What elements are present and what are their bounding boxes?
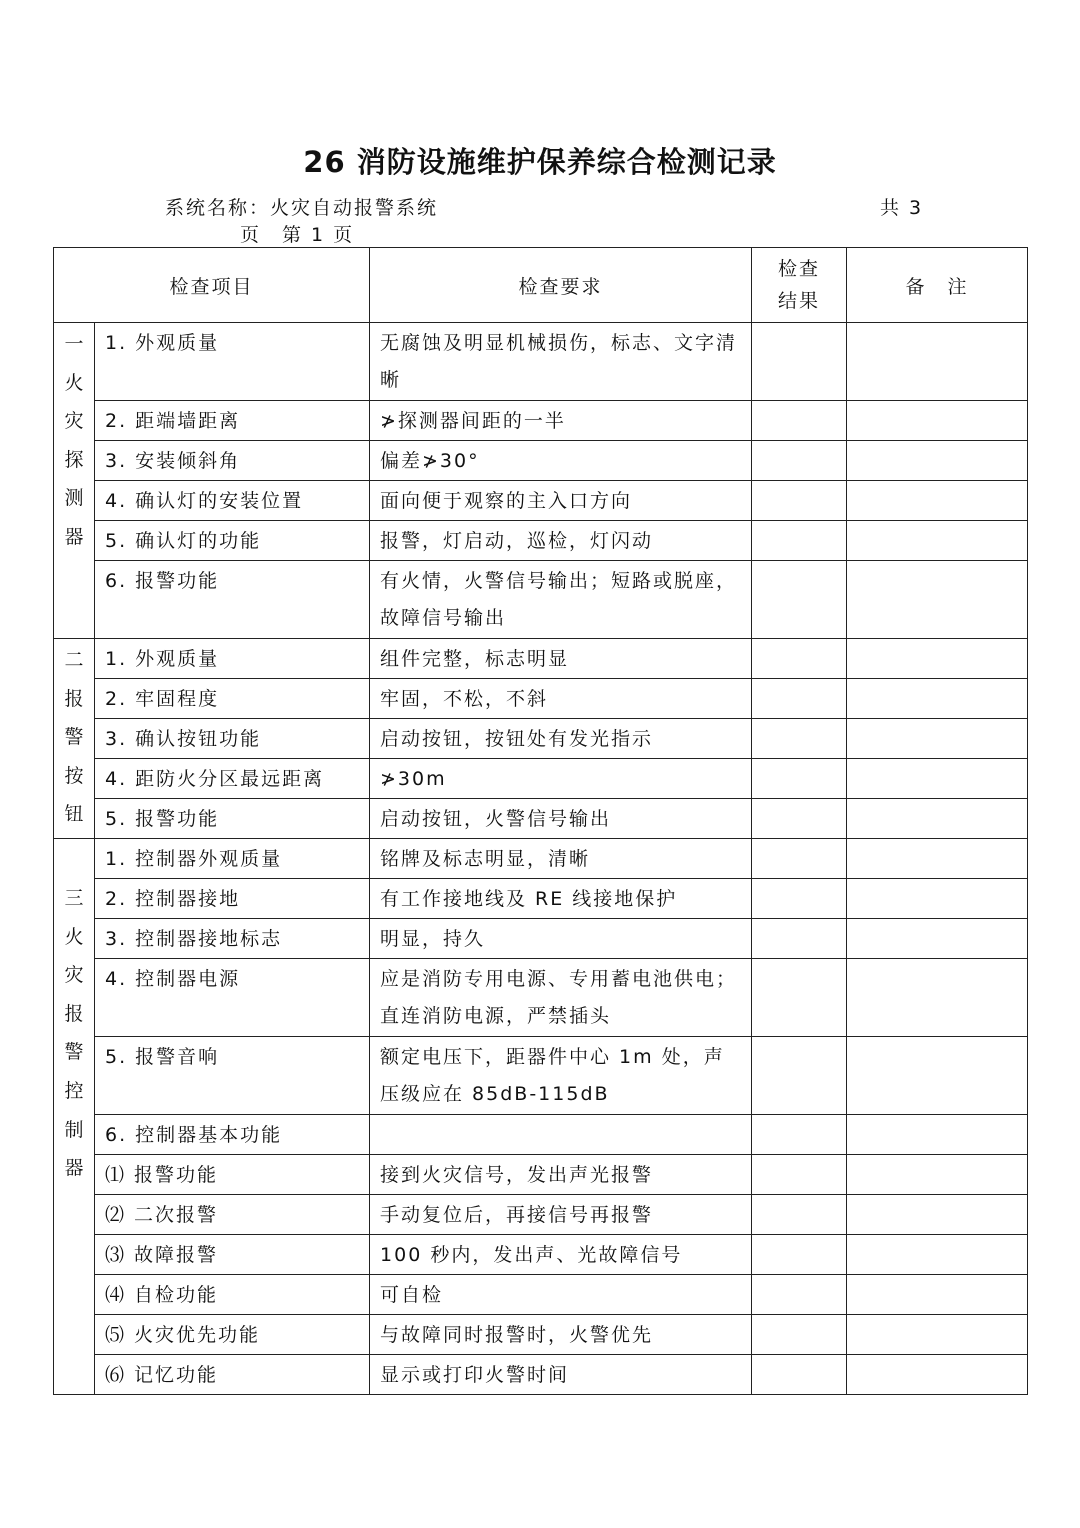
col-header-remark: 备 注	[847, 248, 1028, 323]
item-cell: ⑷ 自检功能	[95, 1275, 370, 1315]
table-row	[54, 1275, 1028, 1315]
group-label-detector	[54, 323, 95, 639]
inspection-table	[53, 247, 1028, 1395]
result-cell[interactable]	[752, 919, 847, 959]
group-char: 二	[64, 649, 84, 671]
group-char: 制	[64, 1118, 84, 1141]
item-cell: ⑹ 记忆功能	[95, 1355, 370, 1395]
requirement-cell: 接到火灾信号，发出声光报警	[370, 1155, 752, 1195]
table-row	[54, 1235, 1028, 1275]
table-row	[54, 639, 1028, 679]
requirement-cell: 启动按钮，按钮处有发光指示	[370, 719, 752, 759]
group-char: 警	[64, 1041, 84, 1064]
group-char: 报	[64, 1002, 84, 1025]
remark-cell[interactable]	[847, 879, 1028, 919]
item-cell: 1. 控制器外观质量	[95, 839, 370, 879]
table-row	[54, 879, 1028, 919]
remark-cell[interactable]	[847, 401, 1028, 441]
item-cell: 4. 确认灯的安装位置	[95, 481, 370, 521]
group-char: 钮	[64, 803, 84, 826]
requirement-cell: 铭牌及标志明显，清晰	[370, 839, 752, 879]
result-cell[interactable]	[752, 679, 847, 719]
remark-cell[interactable]	[847, 1195, 1028, 1235]
group-char: 灾	[64, 410, 84, 433]
col-header-item: 检查项目	[54, 248, 370, 323]
col-header-result-line1: 检查	[778, 258, 821, 280]
group-label-controller	[54, 839, 95, 1395]
remark-cell[interactable]	[847, 441, 1028, 481]
remark-cell[interactable]	[847, 1275, 1028, 1315]
group-char: 火	[64, 371, 84, 394]
result-cell[interactable]	[752, 1275, 847, 1315]
requirement-cell: 有火情，火警信号输出；短路或脱座，故障信号输出	[370, 561, 752, 639]
document-title: 26 消防设施维护保养综合检测记录	[303, 145, 777, 179]
item-cell: 2. 距端墙距离	[95, 401, 370, 441]
requirement-cell: 面向便于观察的主入口方向	[370, 481, 752, 521]
table-row	[54, 1037, 1028, 1115]
item-cell: 3. 控制器接地标志	[95, 919, 370, 959]
group-char: 报	[64, 687, 84, 710]
result-cell[interactable]	[752, 799, 847, 839]
requirement-cell: 100 秒内，发出声、光故障信号	[370, 1235, 752, 1275]
result-cell[interactable]	[752, 323, 847, 401]
table-row	[54, 839, 1028, 879]
table-row	[54, 1195, 1028, 1235]
group-char: 测	[64, 487, 84, 510]
group-char: 探	[64, 448, 84, 471]
remark-cell[interactable]	[847, 759, 1028, 799]
result-cell[interactable]	[752, 639, 847, 679]
total-pages: 共 3	[880, 197, 924, 219]
system-name: 系统名称：火灾自动报警系统	[165, 197, 439, 219]
table-row	[54, 441, 1028, 481]
requirement-cell: 应是消防专用电源、专用蓄电池供电；直连消防电源，严禁插头	[370, 959, 752, 1037]
result-cell[interactable]	[752, 879, 847, 919]
remark-cell[interactable]	[847, 521, 1028, 561]
requirement-cell: 显示或打印火警时间	[370, 1355, 752, 1395]
result-cell[interactable]	[752, 1115, 847, 1155]
group-label-alarm-button	[54, 639, 95, 839]
item-cell: 3. 确认按钮功能	[95, 719, 370, 759]
table-row	[54, 561, 1028, 639]
remark-cell[interactable]	[847, 959, 1028, 1037]
remark-cell[interactable]	[847, 323, 1028, 401]
result-cell[interactable]	[752, 521, 847, 561]
remark-cell[interactable]	[847, 1037, 1028, 1115]
col-header-result	[752, 248, 847, 323]
result-cell[interactable]	[752, 1037, 847, 1115]
remark-cell[interactable]	[847, 799, 1028, 839]
item-cell: 5. 报警音响	[95, 1037, 370, 1115]
remark-cell[interactable]	[847, 1115, 1028, 1155]
table-row	[54, 1355, 1028, 1395]
item-cell: 5. 确认灯的功能	[95, 521, 370, 561]
result-cell[interactable]	[752, 839, 847, 879]
remark-cell[interactable]	[847, 1355, 1028, 1395]
table-row	[54, 401, 1028, 441]
requirement-cell: 报警，灯启动，巡检，灯闪动	[370, 521, 752, 561]
item-cell: ⑵ 二次报警	[95, 1195, 370, 1235]
table-row	[54, 799, 1028, 839]
item-cell: ⑴ 报警功能	[95, 1155, 370, 1195]
item-cell: 1. 外观质量	[95, 639, 370, 679]
table-row	[54, 481, 1028, 521]
item-cell: 4. 距防火分区最远距离	[95, 759, 370, 799]
item-cell: ⑶ 故障报警	[95, 1235, 370, 1275]
item-cell: 2. 控制器接地	[95, 879, 370, 919]
result-cell[interactable]	[752, 441, 847, 481]
result-cell[interactable]	[752, 1195, 847, 1235]
table-row	[54, 679, 1028, 719]
result-cell[interactable]	[752, 1355, 847, 1395]
result-cell[interactable]	[752, 759, 847, 799]
result-cell[interactable]	[752, 481, 847, 521]
remark-cell[interactable]	[847, 719, 1028, 759]
item-cell: 6. 控制器基本功能	[95, 1115, 370, 1155]
remark-cell[interactable]	[847, 679, 1028, 719]
table-row	[54, 759, 1028, 799]
table-row	[54, 719, 1028, 759]
item-cell: 4. 控制器电源	[95, 959, 370, 1037]
requirement-cell: 可自检	[370, 1275, 752, 1315]
requirement-cell: 明显，持久	[370, 919, 752, 959]
item-cell: 5. 报警功能	[95, 799, 370, 839]
result-cell[interactable]	[752, 719, 847, 759]
requirement-cell: 手动复位后，再接信号再报警	[370, 1195, 752, 1235]
remark-cell[interactable]	[847, 481, 1028, 521]
table-row	[54, 323, 1028, 401]
result-cell[interactable]	[752, 959, 847, 1037]
col-header-result-line2: 结果	[778, 290, 821, 312]
remark-cell[interactable]	[847, 1315, 1028, 1355]
group-char: 一	[64, 333, 84, 355]
remark-cell[interactable]	[847, 1235, 1028, 1275]
requirement-cell: 有工作接地线及 RE 线接地保护	[370, 879, 752, 919]
requirement-cell: 与故障同时报警时，火警优先	[370, 1315, 752, 1355]
table-row	[54, 959, 1028, 1037]
group-char: 按	[64, 764, 84, 787]
remark-cell[interactable]	[847, 1155, 1028, 1195]
result-cell[interactable]	[752, 401, 847, 441]
item-cell: 6. 报警功能	[95, 561, 370, 639]
group-char: 器	[64, 1157, 84, 1180]
table-row	[54, 1155, 1028, 1195]
group-char: 火	[64, 925, 84, 948]
result-cell[interactable]	[752, 561, 847, 639]
result-cell[interactable]	[752, 1315, 847, 1355]
table-header-row	[54, 248, 1028, 323]
group-char: 三	[64, 887, 84, 909]
remark-cell[interactable]	[847, 639, 1028, 679]
requirement-cell: 额定电压下，距器件中心 1m 处，声压级应在 85dB-115dB	[370, 1037, 752, 1115]
requirement-cell: 无腐蚀及明显机械损伤，标志、文字清晰	[370, 323, 752, 401]
item-cell: ⑸ 火灾优先功能	[95, 1315, 370, 1355]
item-cell: 3. 安装倾斜角	[95, 441, 370, 481]
table-row	[54, 919, 1028, 959]
group-char: 警	[64, 726, 84, 749]
result-cell[interactable]	[752, 1235, 847, 1275]
group-char: 灾	[64, 964, 84, 987]
group-char: 器	[64, 525, 84, 548]
page-number: 页 第 1 页	[240, 224, 355, 246]
group-char: 控	[64, 1079, 84, 1102]
item-cell: 2. 牢固程度	[95, 679, 370, 719]
requirement-cell: 偏差≯30°	[370, 441, 752, 481]
requirement-cell: 组件完整，标志明显	[370, 639, 752, 679]
result-cell[interactable]	[752, 1155, 847, 1195]
table-row	[54, 521, 1028, 561]
col-header-requirement: 检查要求	[370, 248, 752, 323]
requirement-cell: 启动按钮，火警信号输出	[370, 799, 752, 839]
table-row	[54, 1115, 1028, 1155]
table-row	[54, 1315, 1028, 1355]
requirement-cell: ≯探测器间距的一半	[370, 401, 752, 441]
requirement-cell	[370, 1115, 752, 1155]
item-cell: 1. 外观质量	[95, 323, 370, 401]
requirement-cell: ≯30m	[370, 759, 752, 799]
remark-cell[interactable]	[847, 839, 1028, 879]
remark-cell[interactable]	[847, 561, 1028, 639]
requirement-cell: 牢固，不松，不斜	[370, 679, 752, 719]
remark-cell[interactable]	[847, 919, 1028, 959]
